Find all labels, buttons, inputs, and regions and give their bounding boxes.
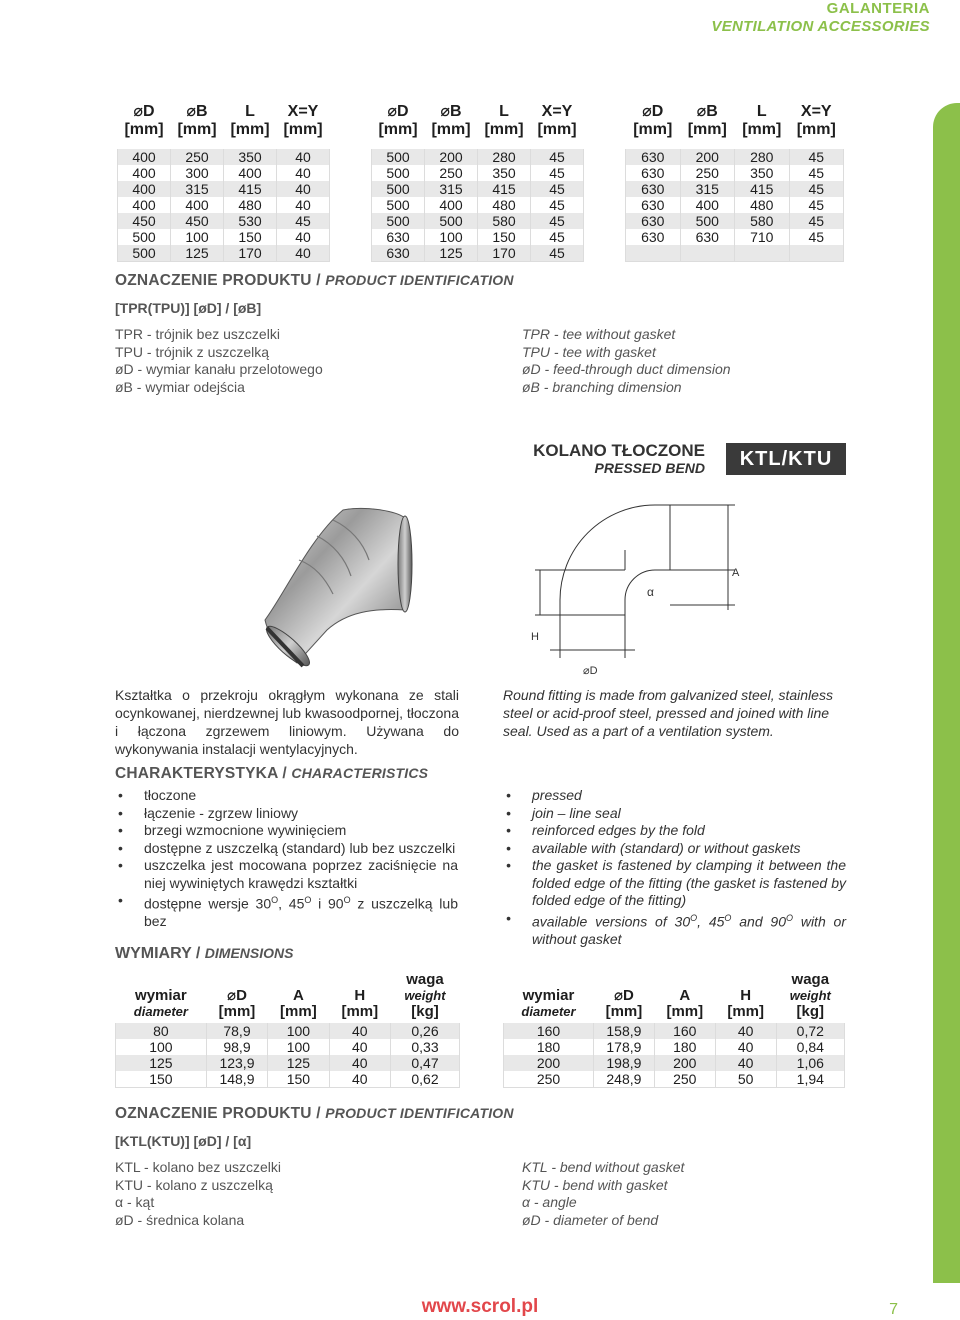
column-header: ⌀B — [186, 103, 208, 120]
table-cell: 40 — [329, 1023, 390, 1039]
table-row — [116, 1039, 460, 1055]
legend-line: TPU - tee with gasket — [522, 343, 656, 360]
legend-line: øB - branching dimension — [522, 378, 682, 395]
table-cell: 250 — [654, 1071, 715, 1088]
table-row — [504, 1055, 845, 1071]
table-cell: 40 — [277, 197, 330, 213]
legend-line: øB - wymiar odejścia — [115, 378, 245, 395]
table-cell: 280 — [478, 149, 531, 165]
table-cell: 350 — [735, 165, 790, 181]
table-cell: 45 — [531, 213, 584, 229]
legend-line: TPU - trójnik z uszczelką — [115, 343, 270, 360]
table-row — [118, 149, 330, 165]
table-cell: 45 — [789, 165, 844, 181]
table-row — [116, 1055, 460, 1071]
legend-line: TPR - tee without gasket — [522, 326, 676, 342]
table-cell: 198,9 — [593, 1055, 654, 1071]
table-cell: 415 — [224, 181, 277, 197]
legend-line: øD - wymiar kanału przelotowego — [115, 361, 323, 377]
table-cell: 500 — [372, 197, 425, 213]
table-row — [118, 245, 330, 262]
dimensions-title: WYMIARY / DIMENSIONS — [115, 945, 294, 962]
column-header: L — [499, 103, 509, 120]
column-header: waga weight [kg] — [789, 971, 831, 1020]
table-cell: 250 — [171, 149, 224, 165]
column-unit: [mm] — [633, 121, 673, 138]
column-header: L — [756, 103, 767, 120]
table-cell: 40 — [277, 149, 330, 165]
table-cell: 580 — [735, 213, 790, 229]
table-cell: 400 — [118, 149, 171, 165]
column-header: H [mm] — [727, 987, 764, 1020]
table-row — [372, 149, 584, 165]
characteristic-item: • join – line seal — [503, 805, 846, 823]
diagram-label-d: ⌀D — [583, 665, 598, 677]
table-cell: 150 — [268, 1071, 329, 1088]
characteristic-item: • available with (standard) or without gaskets — [503, 840, 846, 858]
table-cell: 45 — [789, 229, 844, 245]
dimensions-table-right — [503, 972, 845, 1088]
table-row — [626, 149, 844, 165]
table-row — [118, 213, 330, 229]
characteristics-title: CHARAKTERYSTYKA / CHARACTERISTICS — [115, 765, 429, 782]
table-cell: 158,9 — [593, 1023, 654, 1039]
table-cell: 40 — [329, 1039, 390, 1055]
table-cell: 710 — [735, 229, 790, 245]
table-cell: 45 — [531, 165, 584, 181]
table-cell: 450 — [118, 213, 171, 229]
table-cell: 415 — [735, 181, 790, 197]
table-cell — [789, 245, 844, 262]
bend-identification-title: OZNACZENIE PRODUKTU / PRODUCT IDENTIFICATION — [115, 1105, 514, 1122]
table-cell: 500 — [118, 229, 171, 245]
column-unit: [mm] — [230, 121, 270, 138]
product-subtitle: PRESSED BEND — [594, 460, 705, 476]
column-header: A [mm] — [666, 987, 704, 1020]
table-cell: 100 — [268, 1023, 329, 1039]
table-row — [626, 245, 844, 262]
table-cell: 200 — [425, 149, 478, 165]
tee-identification-title: OZNACZENIE PRODUKTU / PRODUCT IDENTIFICATION — [115, 272, 514, 289]
table-cell: 180 — [504, 1039, 594, 1055]
header-category: GALANTERIA — [826, 0, 930, 17]
table-cell: 350 — [224, 149, 277, 165]
bend-legend-en — [522, 1159, 684, 1229]
table-cell: 125 — [171, 245, 224, 262]
table-cell: 500 — [680, 213, 735, 229]
table-row — [504, 1039, 845, 1055]
column-unit: [mm] — [431, 121, 471, 138]
table-cell: 45 — [789, 213, 844, 229]
table-cell: 415 — [478, 181, 531, 197]
column-header: ⌀D — [387, 103, 409, 120]
table-row — [626, 165, 844, 181]
table-cell: 0,33 — [391, 1039, 460, 1055]
table-row — [372, 245, 584, 262]
table-cell: 500 — [372, 213, 425, 229]
column-unit: [mm] — [742, 121, 782, 138]
characteristics-list-pl — [115, 787, 458, 931]
legend-line: øD - średnica kolana — [115, 1211, 245, 1228]
column-header: waga weight [kg] — [404, 971, 446, 1020]
table-cell: 280 — [735, 149, 790, 165]
table-cell: 630 — [680, 229, 735, 245]
table-row — [116, 1071, 460, 1088]
column-header: X=Y — [800, 103, 832, 120]
table-cell: 45 — [277, 213, 330, 229]
table-cell: 630 — [626, 165, 681, 181]
table-row — [118, 181, 330, 197]
table-cell: 300 — [171, 165, 224, 181]
table-row — [118, 165, 330, 181]
table-cell: 178,9 — [593, 1039, 654, 1055]
table-row — [372, 165, 584, 181]
characteristic-item: • tłoczone — [115, 787, 458, 805]
characteristic-item: • reinforced edges by the fold — [503, 822, 846, 840]
table-cell: 40 — [277, 165, 330, 181]
table-cell — [735, 245, 790, 262]
table-cell: 630 — [626, 229, 681, 245]
table-cell: 100 — [116, 1039, 207, 1055]
column-unit: [mm] — [124, 121, 164, 138]
table-cell: 40 — [329, 1055, 390, 1071]
product-photo — [255, 498, 415, 678]
table-cell: 180 — [654, 1039, 715, 1055]
table-cell: 0,84 — [776, 1039, 844, 1055]
table-cell: 400 — [680, 197, 735, 213]
table-cell: 170 — [478, 245, 531, 262]
table-cell: 630 — [372, 245, 425, 262]
column-header: ⌀B — [440, 103, 462, 120]
column-header: ⌀B — [696, 103, 718, 120]
table-cell: 1,06 — [776, 1055, 844, 1071]
table-cell: 530 — [224, 213, 277, 229]
column-header: ⌀D [mm] — [605, 987, 643, 1020]
characteristic-item: • available versions of $30^O$, $45^O$ and $90^O$ with or without gasket — [503, 910, 846, 949]
table-cell: 40 — [277, 229, 330, 245]
description-en: Round fitting is made from galvanized steel, stainless steel or acid-proof steel, pressed and joined with line seal. Used as a part of a ventilation system. — [503, 687, 833, 739]
diagram-label-a: A — [732, 567, 740, 579]
table-cell: 200 — [654, 1055, 715, 1071]
table-row — [372, 213, 584, 229]
table-cell: 315 — [680, 181, 735, 197]
table-cell — [680, 245, 735, 262]
table-row — [504, 1071, 845, 1088]
table-row — [504, 1023, 845, 1039]
characteristic-item: • łączenie - zgrzew liniowy — [115, 805, 458, 823]
table-row — [118, 197, 330, 213]
page-number: 7 — [889, 1301, 898, 1318]
table-cell: 45 — [789, 197, 844, 213]
dimensions-table-left — [115, 972, 460, 1088]
table-cell: 160 — [654, 1023, 715, 1039]
column-unit: [mm] — [796, 121, 836, 138]
table-cell: 40 — [329, 1071, 390, 1088]
table-cell: 500 — [372, 165, 425, 181]
table-cell: 630 — [372, 229, 425, 245]
column-unit: [mm] — [378, 121, 418, 138]
table-cell: 630 — [626, 181, 681, 197]
table-cell: 630 — [626, 149, 681, 165]
table-cell: 40 — [277, 245, 330, 262]
table-cell: 480 — [224, 197, 277, 213]
legend-line: TPR - trójnik bez uszczelki — [115, 326, 280, 342]
table-cell: 40 — [715, 1023, 776, 1039]
diagram-label-alpha: α — [647, 585, 654, 599]
tee-table-2 — [371, 103, 584, 262]
table-cell: 1,94 — [776, 1071, 844, 1088]
tee-legend-pl — [115, 326, 323, 396]
column-header: X=Y — [287, 103, 319, 120]
product-code-badge: KTL/KTU — [726, 443, 846, 475]
table-cell: 200 — [680, 149, 735, 165]
diagram-label-h: H — [531, 631, 539, 643]
characteristic-item: • uszczelka jest mocowana poprzez zaciśnięcie na niej wywiniętych krawędzi kształtki — [115, 857, 458, 892]
table-cell: 0,26 — [391, 1023, 460, 1039]
bend-technical-drawing — [510, 480, 750, 685]
column-header: X=Y — [541, 103, 573, 120]
description-pl: Kształtka o przekroju okrągłym wykonana ze stali ocynkowanej, nierdzewnej lub kwasoodpornej, tłoczona i łączona zgrzewem liniowym. Używana do wykonywania instalacji wentylacyjnych. — [115, 687, 459, 757]
table-cell: 630 — [626, 197, 681, 213]
table-cell: 400 — [224, 165, 277, 181]
table-cell: 45 — [531, 245, 584, 262]
table-cell: 125 — [116, 1055, 207, 1071]
characteristic-item: • dostępne z uszczelką (standard) lub bez uszczelki — [115, 840, 458, 858]
table-cell: 160 — [504, 1023, 594, 1039]
table-row — [118, 229, 330, 245]
table-cell: 480 — [735, 197, 790, 213]
product-title: KOLANO TŁOCZONE — [533, 441, 705, 460]
legend-line: α - kąt — [115, 1194, 155, 1210]
legend-line: KTL - kolano bez uszczelki — [115, 1159, 281, 1175]
column-header: ⌀D [mm] — [218, 987, 256, 1020]
table-cell: 125 — [268, 1055, 329, 1071]
bend-legend-pl — [115, 1159, 281, 1229]
table-row — [626, 229, 844, 245]
table-cell: 98,9 — [206, 1039, 267, 1055]
column-header: wymiar diameter — [521, 987, 576, 1019]
tee-product-code: [TPR(TPU)] [øD] / [øB] — [115, 300, 262, 316]
table-cell: 400 — [118, 181, 171, 197]
table-cell: 45 — [531, 229, 584, 245]
column-unit: [mm] — [177, 121, 217, 138]
characteristics-list-en — [503, 787, 846, 948]
tee-table-1 — [117, 103, 330, 262]
table-cell: 45 — [531, 181, 584, 197]
table-cell: 500 — [372, 149, 425, 165]
column-unit: [mm] — [283, 121, 323, 138]
column-unit: [mm] — [687, 121, 727, 138]
table-cell: 45 — [531, 197, 584, 213]
table-row — [372, 229, 584, 245]
table-cell: 150 — [224, 229, 277, 245]
table-cell: 125 — [425, 245, 478, 262]
column-header: L — [245, 103, 255, 120]
table-cell: 148,9 — [206, 1071, 267, 1088]
characteristic-item: • brzegi wzmocnione wywinięciem — [115, 822, 458, 840]
table-row — [116, 1023, 460, 1039]
table-cell: 78,9 — [206, 1023, 267, 1039]
table-cell: 400 — [118, 197, 171, 213]
characteristic-item: • dostępne wersje $30^O$, $45^O$ i $90^O$ z uszczelką lub bez — [115, 892, 458, 931]
table-cell: 400 — [118, 165, 171, 181]
table-cell: 250 — [680, 165, 735, 181]
column-unit: [mm] — [537, 121, 577, 138]
table-cell: 400 — [171, 197, 224, 213]
legend-line: KTU - bend with gasket — [522, 1176, 668, 1193]
table-cell: 250 — [425, 165, 478, 181]
table-cell: 40 — [277, 181, 330, 197]
table-cell: 0,47 — [391, 1055, 460, 1071]
legend-line: α - angle — [522, 1194, 577, 1210]
tee-table-3 — [625, 103, 844, 262]
legend-line: KTU - kolano z uszczelką — [115, 1176, 273, 1193]
characteristic-item: • the gasket is fastened by clamping it between the folded edge of the fitting (the gasket is fastened by folded edge of the fitting) — [503, 857, 846, 910]
table-cell: 580 — [478, 213, 531, 229]
table-cell: 315 — [425, 181, 478, 197]
table-cell: 500 — [118, 245, 171, 262]
table-cell: 45 — [789, 149, 844, 165]
column-header: A [mm] — [280, 987, 317, 1020]
table-cell: 200 — [504, 1055, 594, 1071]
table-cell: 150 — [478, 229, 531, 245]
table-cell: 50 — [715, 1071, 776, 1088]
table-cell: 500 — [372, 181, 425, 197]
characteristic-item: • pressed — [503, 787, 846, 805]
table-cell: 500 — [425, 213, 478, 229]
tee-legend-en — [522, 326, 731, 396]
column-header: ⌀D — [133, 103, 155, 120]
table-row — [626, 213, 844, 229]
table-cell: 0,72 — [776, 1023, 844, 1039]
table-cell: 450 — [171, 213, 224, 229]
table-cell: 40 — [715, 1055, 776, 1071]
table-cell: 315 — [171, 181, 224, 197]
table-cell: 100 — [268, 1039, 329, 1055]
table-cell: 400 — [425, 197, 478, 213]
table-cell: 123,9 — [206, 1055, 267, 1071]
table-cell: 170 — [224, 245, 277, 262]
table-cell: 40 — [715, 1039, 776, 1055]
table-cell: 150 — [116, 1071, 207, 1088]
legend-line: øD - feed-through duct dimension — [522, 361, 731, 377]
table-cell: 0,62 — [391, 1071, 460, 1088]
table-cell: 350 — [478, 165, 531, 181]
table-row — [372, 181, 584, 197]
side-accent-bar — [933, 103, 960, 1283]
table-row — [626, 181, 844, 197]
table-cell: 45 — [531, 149, 584, 165]
header-category-en: VENTILATION ACCESSORIES — [711, 18, 930, 35]
legend-line: KTL - bend without gasket — [522, 1159, 685, 1175]
table-cell: 45 — [789, 181, 844, 197]
legend-line: øD - diameter of bend — [522, 1211, 659, 1228]
column-header: ⌀D — [642, 103, 664, 120]
table-cell: 480 — [478, 197, 531, 213]
table-row — [626, 197, 844, 213]
table-cell: 248,9 — [593, 1071, 654, 1088]
footer-url[interactable]: www.scrol.pl — [421, 1296, 539, 1317]
table-cell: 80 — [116, 1023, 207, 1039]
table-cell — [626, 245, 681, 262]
table-cell: 100 — [171, 229, 224, 245]
column-header: wymiar diameter — [133, 987, 188, 1019]
table-cell: 250 — [504, 1071, 594, 1088]
table-cell: 100 — [425, 229, 478, 245]
column-unit: [mm] — [484, 121, 524, 138]
table-cell: 630 — [626, 213, 681, 229]
table-row — [372, 197, 584, 213]
bend-product-code: [KTL(KTU)] [øD] / [α] — [115, 1133, 252, 1149]
column-header: H [mm] — [341, 987, 379, 1020]
